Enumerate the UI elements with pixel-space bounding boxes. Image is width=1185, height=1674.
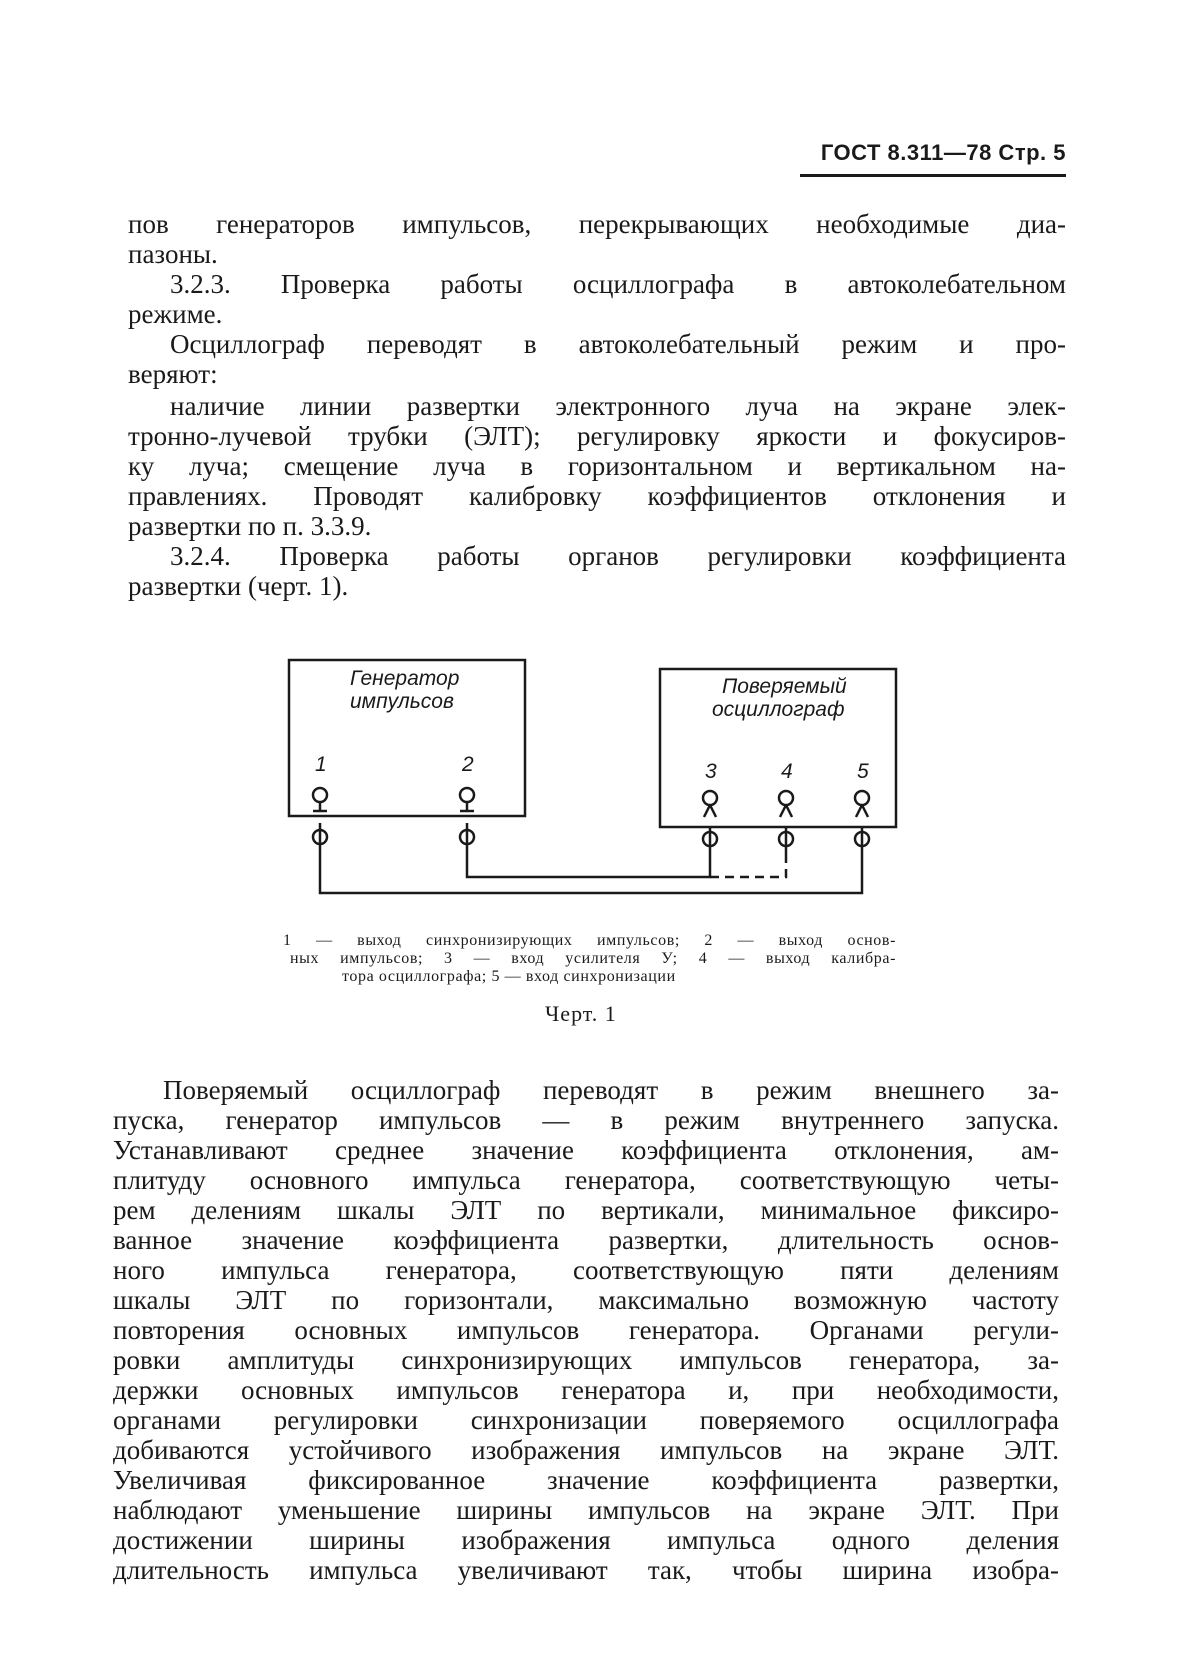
text-line: наличие линии развертки электронного луча на экране элек- <box>170 391 1066 421</box>
text-line: держки основных импульсов генератора и, при необходимости, <box>113 1375 1059 1405</box>
text-line: Увеличивая фиксированное значение коэффициента развертки, <box>113 1465 1059 1495</box>
text-line: Поверяемый осциллограф переводят в режим внешнего за- <box>163 1075 1059 1105</box>
text-line: достижении ширины изображения импульса одного деления <box>113 1525 1059 1555</box>
terminal-4-icon <box>779 791 793 855</box>
terminal-1-icon <box>313 788 327 855</box>
terminal-number-3: 3 <box>705 760 717 783</box>
text-line: 3.2.3. Проверка работы осциллографа в автоколебательном <box>170 269 1066 299</box>
connection-diagram <box>0 645 1185 925</box>
figure-caption-line: ных импульсов; 3 — вход усилителя У; 4 — выход калибра- <box>290 950 896 967</box>
terminal-number-4: 4 <box>781 760 793 783</box>
text-line: повторения основных импульсов генератора. Органами регули- <box>113 1315 1059 1345</box>
oscilloscope-label-line-1: Поверяемый <box>722 675 847 698</box>
wire-main <box>467 855 710 877</box>
oscilloscope-label-line-2: осциллограф <box>712 698 845 721</box>
text-line: правлениях. Проводят калибровку коэффициентов отклонения и <box>128 481 1066 511</box>
text-line: ного импульса генератора, соответствующую пяти делениям <box>113 1255 1059 1285</box>
header-rule <box>800 174 1066 177</box>
text-line: ванное значение коэффициента развертки, длительность основ- <box>113 1225 1059 1255</box>
figure-label: Черт. 1 <box>545 1001 617 1026</box>
text-line: режиме. <box>128 299 223 329</box>
terminal-2-icon <box>460 788 474 855</box>
terminal-number-2: 2 <box>462 753 474 776</box>
generator-label-line-2: импульсов <box>350 690 454 713</box>
text-line: развертки (черт. 1). <box>128 571 349 601</box>
page-header: ГОСТ 8.311—78 Стр. 5 <box>820 140 1066 165</box>
text-line: пов генераторов импульсов, перекрывающих необходимые диа- <box>128 209 1066 239</box>
figure-caption-line: 1 — выход синхронизирующих импульсов; 2 — выход основ- <box>283 932 896 949</box>
text-line: органами регулировки синхронизации поверяемого осциллографа <box>113 1405 1059 1435</box>
terminal-number-1: 1 <box>315 753 327 776</box>
terminal-number-5: 5 <box>857 760 869 783</box>
text-line: Устанавливают среднее значение коэффициента отклонения, ам- <box>113 1135 1059 1165</box>
terminal-3-icon <box>703 791 717 855</box>
text-line: веряют: <box>128 359 218 389</box>
wire-calibrator <box>710 855 786 877</box>
text-line: ку луча; смещение луча в горизонтальном и вертикальном на- <box>128 451 1066 481</box>
text-line: развертки по п. 3.3.9. <box>128 511 372 541</box>
terminal-5-icon <box>855 791 869 855</box>
text-line: ровки амплитуды синхронизирующих импульсов генератора, за- <box>113 1345 1059 1375</box>
text-line: наблюдают уменьшение ширины импульсов на экране ЭЛТ. При <box>113 1495 1059 1525</box>
text-line: рем делениям шкалы ЭЛТ по вертикали, минимальное фиксиро- <box>113 1195 1059 1225</box>
text-line: пуска, генератор импульсов — в режим внутреннего запуска. <box>113 1105 1059 1135</box>
text-line: добиваются устойчивого изображения импульсов на экране ЭЛТ. <box>113 1435 1059 1465</box>
figure-caption-line: тора осциллографа; 5 — вход синхронизации <box>342 968 676 985</box>
text-line: плитуду основного импульса генератора, соответствующую четы- <box>113 1165 1059 1195</box>
generator-label-line-1: Генератор <box>350 667 460 690</box>
text-line: пазоны. <box>128 239 218 269</box>
text-line: длительность импульса увеличивают так, чтобы ширина изобра- <box>113 1555 1059 1585</box>
text-line: Осциллограф переводят в автоколебательный режим и про- <box>170 329 1066 359</box>
text-line: шкалы ЭЛТ по горизонтали, максимально возможную частоту <box>113 1285 1059 1315</box>
text-line: 3.2.4. Проверка работы органов регулировки коэффициента <box>170 541 1066 571</box>
wire-sync <box>320 855 862 893</box>
text-line: тронно-лучевой трубки (ЭЛТ); регулировку яркости и фокусиров- <box>128 421 1066 451</box>
